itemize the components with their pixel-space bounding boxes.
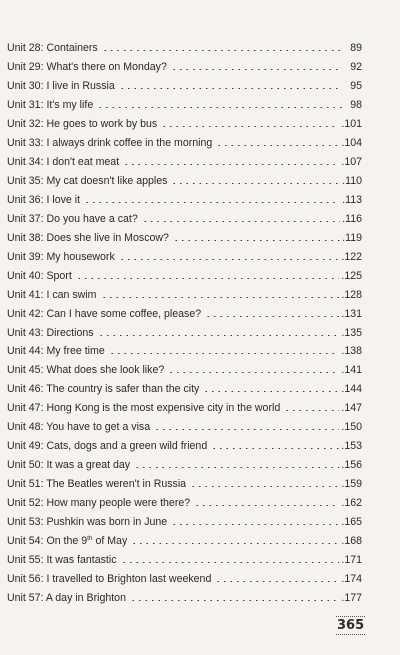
toc-entry-title: Unit 53: Pushkin was born in June (7, 516, 168, 529)
toc-entry-title: Unit 45: What does she look like? (7, 364, 165, 377)
toc-entry-page: .165 (341, 516, 362, 529)
toc-entry-title: Unit 41: I can swim (7, 288, 97, 301)
toc-entry-title: Unit 36: I love it (7, 193, 81, 206)
toc-entry-page: 89 (350, 41, 362, 54)
toc-entry-title: Unit 40: Sport (7, 269, 72, 282)
toc-entry-title: Unit 39: My housework (7, 250, 115, 263)
toc-entry (7, 73, 362, 92)
dot-leader (168, 372, 339, 373)
toc-entry-title: Unit 44: My free time (7, 345, 105, 358)
toc-entry (7, 149, 362, 168)
toc-entry-page: .131 (341, 307, 362, 320)
toc-entry (7, 566, 362, 585)
dot-leader (142, 221, 340, 222)
toc-entry-page: .150 (341, 421, 362, 434)
toc-entry (7, 320, 362, 339)
toc-entry-title: Unit 55: It was fantastic (7, 554, 117, 567)
dot-leader (123, 164, 339, 165)
toc-entry (7, 263, 362, 282)
dot-leader (131, 543, 339, 544)
toc-entry-title: Unit 50: It was a great day (7, 459, 131, 472)
dot-leader (211, 448, 339, 449)
toc-entry-title: Unit 31: It's my life (7, 98, 94, 111)
toc-entry-page: .135 (341, 326, 362, 339)
toc-entry-page: .113 (342, 193, 362, 206)
toc-entry (7, 282, 362, 301)
toc-entry (7, 54, 362, 73)
dot-leader (161, 126, 339, 127)
dot-leader (171, 69, 342, 70)
toc-entry-title: Unit 33: I always drink coffee in the morning (7, 136, 213, 149)
toc-entry-page: .141 (341, 364, 362, 377)
toc-entry (7, 585, 362, 604)
toc-entry (7, 433, 362, 452)
toc-entry (7, 130, 362, 149)
toc-entry-title: Unit 34: I don't eat meat (7, 155, 120, 168)
dot-leader (130, 600, 339, 601)
toc-entry-page: .104 (341, 136, 362, 149)
dot-leader (109, 353, 340, 354)
dot-leader (215, 581, 339, 582)
toc-entry (7, 357, 362, 376)
toc-entry (7, 395, 362, 414)
toc-entry-title: Unit 42: Can I have some coffee, please? (7, 307, 202, 320)
toc-entry-page: 98 (350, 98, 362, 111)
toc-entry-title-text: Unit 54: On the 9 (7, 535, 88, 548)
dot-leader (121, 562, 340, 563)
toc-entry (7, 244, 362, 263)
toc-entry-page: .122 (341, 250, 362, 263)
toc-entry-title: Unit 37: Do you have a cat? (7, 212, 138, 225)
toc-entry-page: 95 (350, 79, 362, 92)
toc-entry-page: .138 (341, 345, 362, 358)
toc-entry-page: .110 (342, 174, 362, 187)
toc-entry (7, 168, 362, 187)
toc-entry-page: .144 (341, 383, 362, 396)
toc-entry-page: .107 (341, 155, 362, 168)
dot-leader (173, 240, 340, 241)
toc-entry-title: Unit 57: A day in Brighton (7, 592, 126, 605)
dot-leader (97, 107, 342, 108)
toc-entry-page: .116 (342, 212, 362, 225)
toc-entry-title: Unit 46: The country is safer than the city (7, 383, 200, 396)
toc-entry (7, 92, 362, 111)
toc-entry-title: Unit 56: I travelled to Brighton last weekend (7, 573, 212, 586)
toc-entry (7, 376, 362, 395)
toc-entry (7, 111, 362, 130)
toc-entry-page: .168 (341, 535, 362, 548)
dot-leader (102, 50, 342, 51)
toc-entry-title: Unit 35: My cat doesn't like apples (7, 174, 168, 187)
dot-leader (98, 335, 340, 336)
toc-entry-title: Unit 49: Cats, dogs and a green wild friend (7, 440, 208, 453)
toc-entry-page: .177 (341, 592, 362, 605)
dot-leader (171, 183, 340, 184)
table-of-contents (7, 35, 362, 604)
toc-entry-page: .119 (342, 231, 362, 244)
dot-leader (154, 429, 339, 430)
dot-leader (284, 410, 339, 411)
toc-entry (7, 490, 362, 509)
toc-entry (7, 471, 362, 490)
dot-leader (84, 202, 340, 203)
toc-entry (7, 225, 362, 244)
toc-entry-title: Unit 38: Does she live in Moscow? (7, 231, 169, 244)
toc-entry-title: Unit 32: He goes to work by bus (7, 117, 158, 130)
page-number: 365 (337, 618, 365, 633)
dot-leader (134, 467, 339, 468)
dot-leader (119, 259, 340, 260)
toc-entry-title (7, 535, 129, 547)
toc-entry-page: 92 (350, 60, 362, 73)
toc-entry (7, 452, 362, 471)
dot-leader (203, 391, 339, 392)
dot-leader (216, 145, 339, 146)
toc-entry (7, 509, 362, 528)
toc-entry-page: .159 (341, 478, 362, 491)
toc-entry-title: Unit 28: Containers (7, 41, 98, 54)
toc-entry (7, 187, 362, 206)
toc-entry (7, 35, 362, 54)
dot-leader (76, 278, 340, 279)
dot-leader (171, 524, 339, 525)
toc-entry-page: .174 (341, 573, 362, 586)
toc-entry-title: Unit 29: What's there on Monday? (7, 60, 167, 73)
toc-entry (7, 528, 362, 547)
toc-entry (7, 414, 362, 433)
toc-entry-page: .125 (341, 269, 362, 282)
toc-entry-title: Unit 47: Hong Kong is the most expensive city in the world (7, 402, 281, 415)
toc-entry (7, 206, 362, 225)
toc-entry-title-superscript: th (87, 535, 93, 543)
toc-entry-title-suffix: of May (92, 535, 128, 548)
toc-entry (7, 301, 362, 320)
toc-entry-title: Unit 30: I live in Russia (7, 79, 115, 92)
toc-entry-page: .153 (341, 440, 362, 453)
toc-entry-title: Unit 43: Directions (7, 326, 94, 339)
toc-entry-page: .162 (341, 497, 362, 510)
toc-entry-page: .147 (341, 402, 362, 415)
toc-entry (7, 547, 362, 566)
dot-leader (101, 297, 340, 298)
dot-leader (119, 88, 342, 89)
toc-entry-title: Unit 52: How many people were there? (7, 497, 191, 510)
toc-entry-page: .101 (341, 117, 362, 130)
toc-entry-title: Unit 48: You have to get a visa (7, 421, 151, 434)
dot-leader (194, 505, 339, 506)
toc-entry-page: .171 (341, 554, 362, 567)
toc-entry (7, 339, 362, 358)
toc-entry-title: Unit 51: The Beatles weren't in Russia (7, 478, 187, 491)
toc-entry-page: .156 (341, 459, 362, 472)
dot-leader (190, 486, 339, 487)
toc-entry-page: .128 (341, 288, 362, 301)
dot-leader (205, 316, 339, 317)
